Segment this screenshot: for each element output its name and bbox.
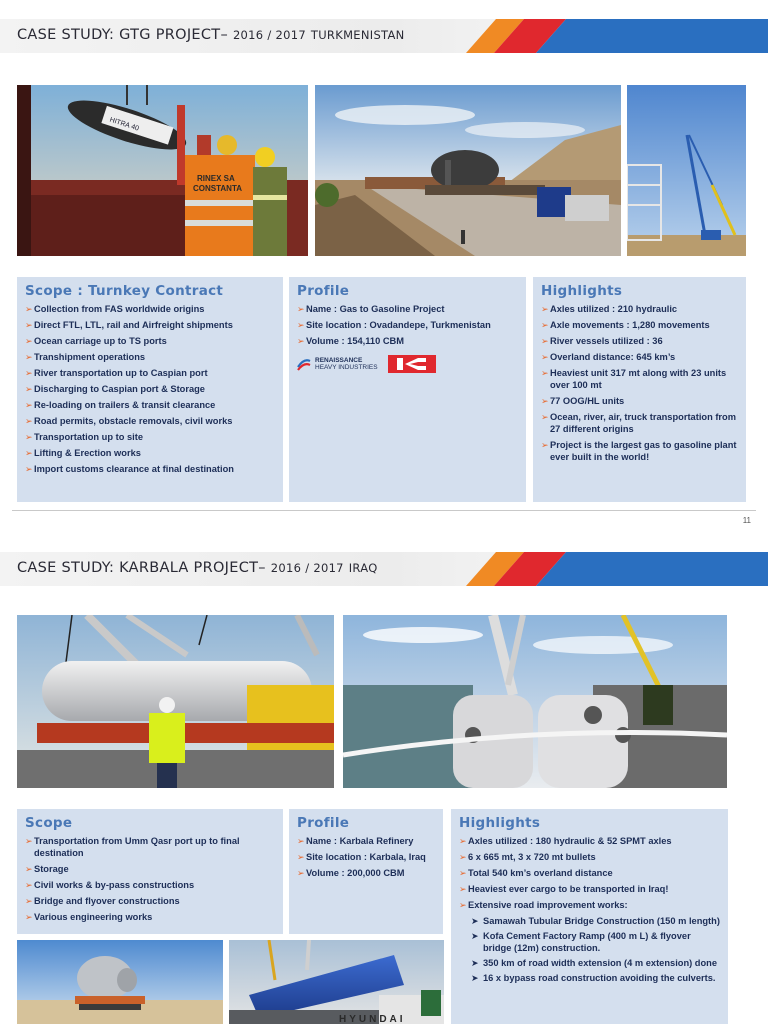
slide2-profile-box xyxy=(289,809,443,934)
svg-text:HITRA 40: HITRA 40 xyxy=(108,116,140,133)
list-item: ➢ 6 x 665 mt, 3 x 720 mt bullets xyxy=(459,852,596,862)
slide1-profile-box xyxy=(289,277,526,502)
list-item: ➢ Re-loading on trailers & transit clearance xyxy=(25,400,216,410)
list-item: ➢ Site location : Karbala, Iraq xyxy=(297,852,426,862)
profile-list xyxy=(297,835,435,879)
title-country: TURKMENISTAN xyxy=(310,28,405,42)
list-item: ➢ Extensive road improvement works: xyxy=(459,900,628,910)
list-item: ➢ Axles utilized : 180 hydraulic & 52 SPMT axles xyxy=(459,836,672,846)
kawasaki-logo-icon xyxy=(388,355,436,373)
highlights-list xyxy=(459,835,720,984)
profile-heading: Profile xyxy=(297,283,350,299)
renaissance-mark-icon xyxy=(297,357,311,371)
renaissance-logo-line1: RENAISSANCE xyxy=(315,357,363,364)
scope-list xyxy=(25,835,275,923)
photo-ship-unloading xyxy=(17,85,308,256)
brand-stripes xyxy=(458,552,768,586)
title-main: CASE STUDY: GTG PROJECT– xyxy=(17,27,229,43)
list-item: ➢ Civil works & by-pass constructions xyxy=(25,880,195,890)
slide2-banner xyxy=(0,552,768,586)
brand-stripes xyxy=(458,19,768,53)
slide2-scope-box xyxy=(17,809,283,934)
title-year: 2016 / 2017 xyxy=(270,561,344,575)
list-item: ➢ Total 540 km’s overland distance xyxy=(459,868,613,878)
renaissance-logo xyxy=(297,357,378,371)
highlights-heading: Highlights xyxy=(459,815,541,831)
svg-text:CONSTANTA: CONSTANTA xyxy=(193,184,243,193)
list-item: ➢ Name : Karbala Refinery xyxy=(297,836,414,846)
list-item: ➢ Volume : 200,000 CBM xyxy=(297,868,405,878)
title-country: IRAQ xyxy=(348,561,378,575)
list-item: ➢ Ocean, river, air, truck transportation from 27 different origins xyxy=(541,412,736,434)
list-item: ➢ Transhipment operations xyxy=(25,352,146,362)
list-item: ➢ Heaviest ever cargo to be transported in Iraq! xyxy=(459,884,669,894)
list-item: ➢ Transportation from Umm Qasr port up to final destination xyxy=(25,836,240,858)
photo-bullet-loading xyxy=(17,615,334,788)
slide1-highlights-box xyxy=(533,277,746,502)
slide2-title xyxy=(17,560,378,576)
list-item: ➢ Site location : Ovadandepe, Turkmenistan xyxy=(297,320,491,330)
list-item: ➢ Direct FTL, LTL, rail and Airfreight shipments xyxy=(25,320,233,330)
scope-heading: Scope xyxy=(25,815,73,831)
list-item: ➢ Heaviest unit 317 mt along with 23 units over 100 mt xyxy=(541,368,727,390)
profile-heading: Profile xyxy=(297,815,350,831)
sub-list-item: ➤ Kofa Cement Factory Ramp (400 m L) & flyover bridge (12m) construction. xyxy=(471,931,691,953)
list-item: ➢ River transportation up to Caspian port xyxy=(25,368,208,378)
slide1-title xyxy=(17,27,405,43)
scope-heading: Scope : Turnkey Contract xyxy=(25,283,224,299)
highlights-heading: Highlights xyxy=(541,283,623,299)
list-item: ➢ Axles utilized : 210 hydraulic xyxy=(541,304,678,314)
sub-list-item: ➤ 350 km of road width extension (4 m extension) done xyxy=(471,958,718,968)
list-item: ➢ Ocean carriage up to TS ports xyxy=(25,336,167,346)
renaissance-logo-line2: HEAVY INDUSTRIES xyxy=(315,364,378,371)
list-item: ➢ Various engineering works xyxy=(25,912,153,922)
list-item: ➢ Import customs clearance at final destination xyxy=(25,464,234,474)
title-main: CASE STUDY: KARBALA PROJECT– xyxy=(17,560,266,576)
list-item: ➢ Bridge and flyover constructions xyxy=(25,896,180,906)
photo-trailer-loading xyxy=(229,940,444,1024)
list-item: ➢ Lifting & Erection works xyxy=(25,448,141,458)
slide2-highlights-box xyxy=(451,809,728,1024)
list-item: ➢ Axle movements : 1,280 movements xyxy=(541,320,710,330)
list-item: ➢ Collection from FAS worldwide origins xyxy=(25,304,205,314)
list-item: ➢ Road permits, obstacle removals, civil works xyxy=(25,416,233,426)
page-number: 11 xyxy=(742,516,751,525)
photo-port-bullets xyxy=(343,615,727,788)
photo-crane-erection xyxy=(627,85,746,256)
title-year: 2016 / 2017 xyxy=(232,28,306,42)
list-item: ➢ Transportation up to site xyxy=(25,432,143,442)
highlights-list xyxy=(541,303,738,463)
scope-list xyxy=(25,303,275,475)
hyundai-text: HYUNDAI xyxy=(339,1014,406,1024)
list-item: ➢ Name : Gas to Gasoline Project xyxy=(297,304,445,314)
list-item: ➢ Storage xyxy=(25,864,69,874)
client-logos xyxy=(297,355,518,373)
photo-desert-transport xyxy=(17,940,223,1024)
list-item: ➢ Overland distance: 645 km’s xyxy=(541,352,676,362)
list-item: ➢ Volume : 154,110 CBM xyxy=(297,336,404,346)
list-item: ➢ River vessels utilized : 36 xyxy=(541,336,663,346)
list-item: ➢ Project is the largest gas to gasoline plant ever built in the world! xyxy=(541,440,737,462)
sub-list-item: ➤ Samawah Tubular Bridge Construction (150 m length) xyxy=(471,916,720,926)
slide1-banner xyxy=(0,19,768,53)
list-item: ➢ 77 OOG/HL units xyxy=(541,396,625,406)
list-item: ➢ Discharging to Caspian port & Storage xyxy=(25,384,205,394)
slide1-scope-box xyxy=(17,277,283,502)
photo-road-transport xyxy=(315,85,621,256)
svg-text:RINEX SA: RINEX SA xyxy=(197,174,235,183)
profile-list xyxy=(297,303,518,347)
slide-divider xyxy=(12,510,756,511)
sub-list-item: ➤ 16 x bypass road construction avoiding the culverts. xyxy=(471,973,716,983)
